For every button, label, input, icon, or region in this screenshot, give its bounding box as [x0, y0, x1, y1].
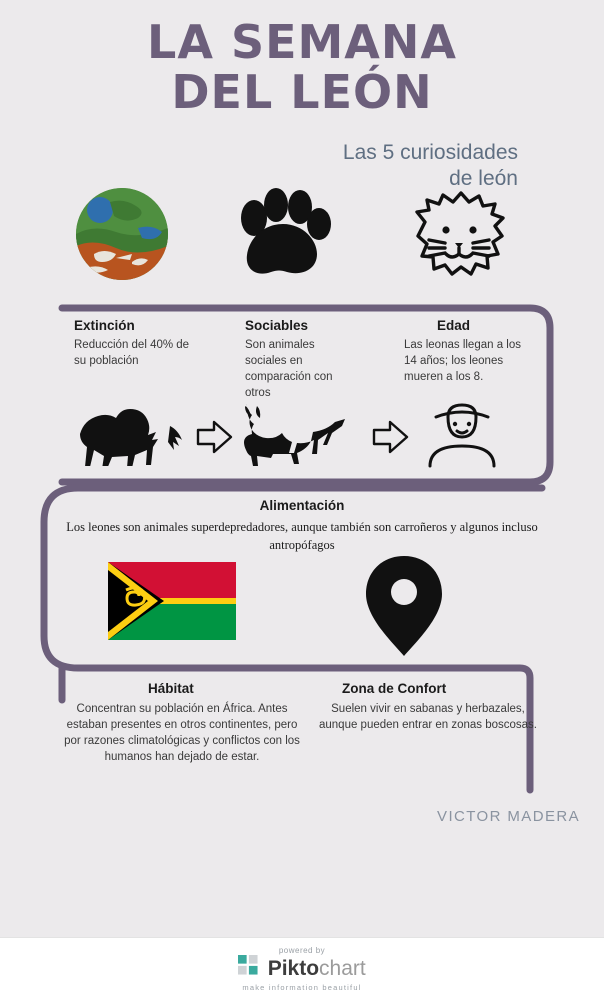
lion-face-icon — [405, 188, 513, 280]
brand-name-second: chart — [319, 956, 366, 980]
brand-name — [268, 958, 366, 979]
heading-sociables: Sociables — [245, 318, 309, 333]
text-sociables: Son animales sociales en comparación con otros — [245, 339, 333, 399]
footer-tagline: make information beautiful — [242, 983, 362, 992]
arrow-right-icon-2 — [372, 418, 410, 456]
title-line-1: LA SEMANA — [147, 15, 457, 69]
heading-zona-de-confort: Zona de Confort — [342, 681, 447, 696]
page-subtitle — [198, 140, 518, 193]
earth-icon — [76, 188, 168, 280]
lion-silhouette-icon — [74, 404, 186, 466]
brand-name-first: Pikto — [267, 956, 320, 980]
title-line-2: DEL LEÓN — [171, 64, 433, 119]
heading-edad: Edad — [437, 318, 471, 333]
vanuatu-flag-icon — [108, 562, 236, 640]
arrow-right-icon — [196, 418, 234, 456]
map-pin-icon — [358, 552, 450, 658]
text-zona-de-confort: Suelen vivir en sabanas y herbazales, aunque pueden entrar en zonas boscosas. — [318, 703, 538, 731]
heading-alimentacion: Alimentación — [259, 498, 345, 513]
page-title — [0, 15, 604, 119]
paw-icon — [231, 188, 335, 280]
donkey-silhouette-icon — [243, 404, 365, 466]
top-icon-row — [0, 188, 604, 288]
text-habitat: Concentran su población en África. Antes estaban presentes en otros continentes, pero por razones climatológicas y conflictos con los humanos han dejado de estar. — [64, 703, 300, 763]
text-extincion: Reducción del 40% de su población — [74, 339, 190, 367]
subtitle-line-2: de león — [449, 167, 518, 191]
powered-by-label: powered by — [278, 946, 326, 955]
heading-extincion: Extinción — [74, 318, 135, 333]
text-edad: Las leonas llegan a los 14 años; los leones mueren a los 8. — [404, 339, 521, 383]
author-credit: VICTOR MADERA — [437, 808, 580, 825]
heading-habitat: Hábitat — [148, 681, 194, 696]
subtitle-line-1: Las 5 curiosidades — [342, 141, 518, 164]
person-with-hat-icon — [420, 398, 504, 470]
piktochart-logo-icon — [238, 955, 258, 980]
text-alimentacion: Los leones son animales superdepredadores, aunque también son carroñeros y algunos incluso antropófagos — [66, 520, 538, 553]
footer — [0, 937, 604, 1000]
